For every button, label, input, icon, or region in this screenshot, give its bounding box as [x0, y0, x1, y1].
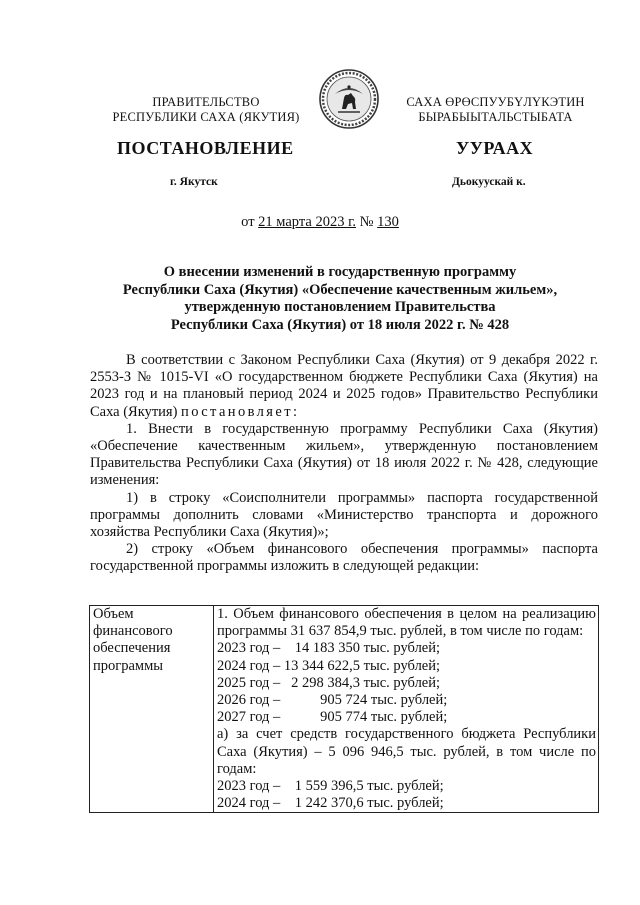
resolves-word: постановляет:	[181, 403, 300, 420]
subitem-2-paragraph: 2) строку «Объем финансового обеспечения программы» паспорта государственной программы изложить в следующей редакции:	[90, 541, 598, 575]
subject-line: О внесении изменений в государственную программу	[163, 264, 517, 280]
year-line: 2023 год – 14 183 350 тыс. рублей;	[217, 640, 441, 657]
city-russian: г. Якутск	[170, 176, 218, 188]
subject-line: утвержденную постановлением Правительства	[184, 299, 496, 315]
financing-intro: 1. Объем финансового обеспечения в целом на реализацию программы 31 637 854,9 тыс. рублей, в том числе по годам:	[217, 606, 596, 640]
item-1-paragraph: 1. Внести в государственную программу Республики Саха (Якутия) «Обеспечение качественным жильем», утвержденную постановлением Правительства Республики Саха (Якутия) от 18 июля 2022 г. № 428, следующие изменения:	[90, 420, 598, 489]
year-line: 2024 год – 1 242 370,6 тыс. рублей;	[217, 795, 444, 812]
financing-table	[89, 605, 599, 813]
financing-sub-a: а) за счет средств государственного бюджета Республики Саха (Якутия) – 5 096 946,5 тыс. рублей, в том числе по годам:	[217, 726, 596, 777]
subject-line: Республики Саха (Якутия) «Обеспечение качественным жильем»,	[122, 281, 558, 298]
coat-of-arms-emblem	[318, 68, 380, 130]
decree-number: 130	[377, 214, 399, 230]
year-line: 2027 год – 905 774 тыс. рублей;	[217, 709, 448, 726]
header-right-line1: САХА ӨРӨСПУУБҮЛҮКЭТИН	[406, 95, 585, 109]
decree-date-line	[0, 214, 640, 231]
table-content-cell	[214, 606, 599, 813]
number-sign: №	[359, 214, 374, 230]
subject-line: Республики Саха (Якутия) от 18 июля 2022 г. № 428	[170, 316, 510, 333]
table-row	[90, 606, 599, 813]
header-right-line2: БЫРАБЫЫТАЛЬСТЫБАТА	[418, 110, 573, 124]
header-left-line1: ПРАВИТЕЛЬСТВО	[152, 95, 260, 109]
decree-body	[90, 352, 598, 576]
table-label-cell: Объем финансового обеспечения программы	[90, 606, 214, 813]
year-line: 2024 год – 13 344 622,5 тыс. рублей;	[217, 657, 441, 674]
city-yakut: Дьокуускай к.	[452, 176, 526, 188]
decree-subject	[80, 264, 600, 334]
header-left-line2: РЕСПУБЛИКИ САХА (ЯКУТИЯ)	[112, 110, 300, 124]
title-russian: ПОСТАНОВЛЕНИЕ	[117, 138, 294, 158]
year-line: 2025 год – 2 298 384,3 тыс. рублей;	[217, 674, 441, 691]
header-right	[383, 95, 608, 125]
year-line: 2023 год – 1 559 396,5 тыс. рублей;	[217, 778, 444, 795]
decree-date: 21 марта 2023 г.	[258, 214, 357, 230]
header-left	[96, 95, 316, 125]
title-yakut: УУРААХ	[456, 138, 534, 158]
preamble-text: В соответствии с Законом Республики Саха (Якутия) от 9 декабря 2022 г. 2553-З № 1015-VI «О государственном бюджете Республики Саха (Якутия) на 2023 год и на плановый период 2024 и 2025 годов» Правительство Республики Саха (Якутия)	[90, 352, 598, 420]
preamble-paragraph	[90, 352, 598, 421]
subitem-1-paragraph: 1) в строку «Соисполнители программы» паспорта государственной программы дополнить словами «Министерство транспорта и дорожного хозяйства Республики Саха (Якутия)»;	[90, 489, 598, 541]
year-line: 2026 год – 905 724 тыс. рублей;	[217, 692, 448, 709]
date-prefix: от	[241, 214, 255, 230]
